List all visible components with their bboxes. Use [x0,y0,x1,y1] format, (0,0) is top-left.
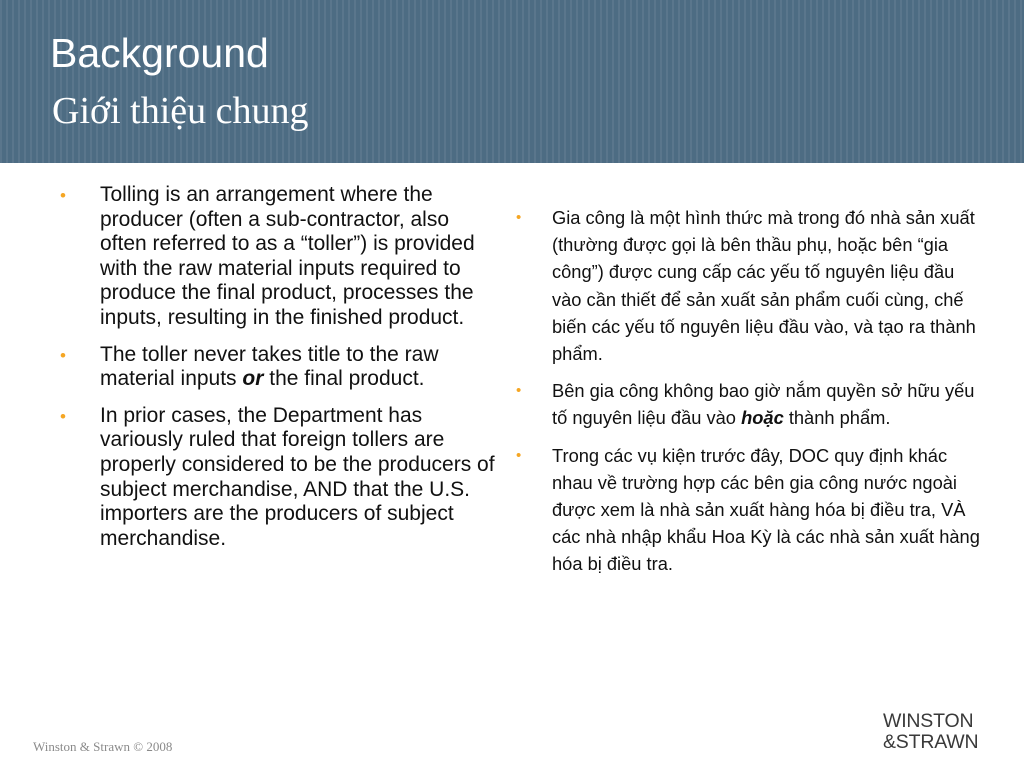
list-item [60,183,500,331]
english-bullet-list [60,183,500,551]
logo-line-1: WINSTON [883,710,974,732]
bullet-text-end: thành phẩm. [783,407,891,429]
bullet-text-start: The toller never takes title to the raw material inputs [100,342,439,391]
emphasized-word: hoặc [741,407,784,429]
bullet-text: In prior cases, the Department has variously ruled that foreign tollers are properly considered to be the producers of subject merchandise, AND that the U.S. importers are the producers of subject merchandise. [100,403,495,550]
bullet-icon: • [60,186,66,205]
vietnamese-column [512,204,982,588]
list-item [60,343,500,392]
bullet-text: Trong các vụ kiện trước đây, DOC quy định khác nhau về trường hợp các bên gia công nước ngoài được xem là nhà sản xuất hàng hóa bị điều tra, VÀ các nhà nhập khẩu Hoa Kỳ là các nhà sản xuất hàng hóa bị điều tra. [552,444,980,575]
bullet-text: Tolling is an arrangement where the producer (often a sub-contractor, also often referred to as a “toller”) is provided with the raw material inputs required to produce the final product, processes the inputs, resulting in the finished product. [100,183,475,329]
bullet-icon: • [60,345,66,365]
bullet-icon: • [516,382,522,400]
list-item [512,442,982,578]
emphasized-word: or [242,367,264,391]
slide-title: Background [50,30,269,76]
title-banner [0,0,1024,163]
bullet-icon: • [516,209,522,226]
winston-strawn-logo [883,711,978,753]
list-item [512,204,982,367]
logo-line-2: &STRAWN [883,731,979,753]
copyright-notice: Winston & Strawn © 2008 [33,739,173,754]
bullet-text-end: the final product. [263,367,425,391]
english-column [60,183,500,563]
list-item [60,404,500,552]
bullet-text: Gia công là một hình thức mà trong đó nhà sản xuất (thường được gọi là bên thầu phụ, hoặc bên “gia công”) được cung cấp các yếu tố nguyên liệu đầu vào cần thiết để sản xuất sản phẩm cuối cùng, chế biến các yếu tố nguyên liệu đầu vào, và tạo ra thành phẩm. [552,207,976,365]
bullet-text-start: Bên gia công không bao giờ nắm quyền sở hữu yếu tố nguyên liệu đầu vào [552,380,975,429]
bullet-icon: • [60,406,66,426]
vietnamese-bullet-list [512,204,982,578]
slide-subtitle: Giới thiệu chung [52,90,309,132]
list-item [512,377,982,431]
bullet-icon: • [516,446,522,464]
